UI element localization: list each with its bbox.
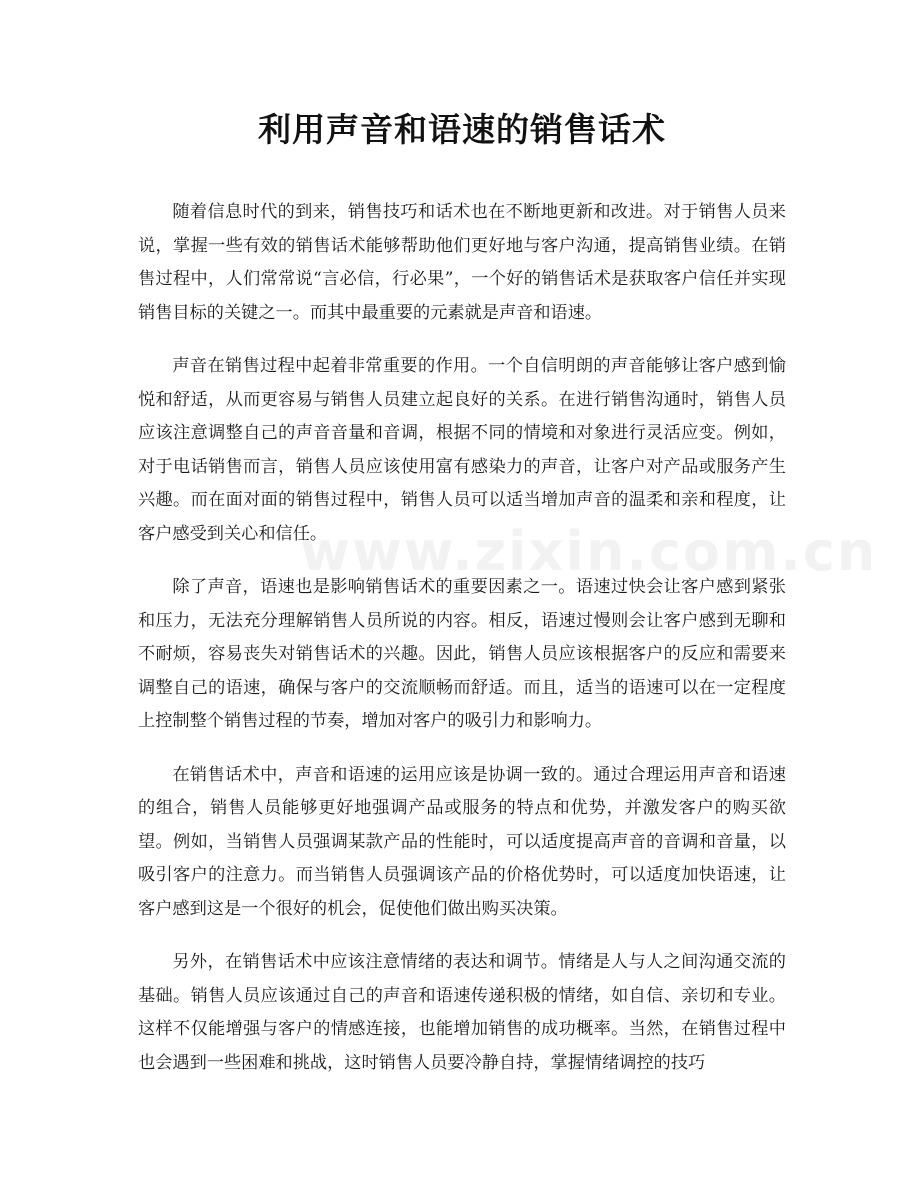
paragraph-3: 除了声音，语速也是影响销售话术的重要因素之一。语速过快会让客户感到紧张和压力，无法充分理解销售人员所说的内容。相反，语速过慢则会让客户感到无聊和不耐烦，容易丧失对销售话术的兴趣。因此，销售人员应该根据客户的反应和需要来调整自己的语速，确保与客户的交流顺畅而舒适。而且，适当的语速可以在一定程度上控制整个销售过程的节奏，增加对客户的吸引力和影响力。: [138, 577, 786, 731]
paragraph-2: 声音在销售过程中起着非常重要的作用。一个自信明朗的声音能够让客户感到愉悦和舒适，从而更容易与销售人员建立起良好的关系。在进行销售沟通时，销售人员应该注意调整自己的声音音量和音调，根据不同的情境和对象进行灵活应变。例如，对于电话销售而言，销售人员应该使用富有感染力的声音，让客户对产品或服务产生兴趣。而在面对面的销售过程中，销售人员可以适当增加声音的温柔和亲和程度，让客户感受到关心和信任。: [138, 356, 786, 544]
watermark: www.zixin.com.cn: [300, 520, 878, 583]
paragraph-5: 另外，在销售话术中应该注意情绪的表达和调节。情绪是人与人之间沟通交流的基础。销售人员应该通过自己的声音和语速传递积极的情绪，如自信、亲切和专业。这样不仅能增强与客户的情感连接，也能增加销售的成功概率。当然，在销售过程中也会遇到一些困难和挑战，这时销售人员要冷静自持，掌握情绪调控的技巧: [138, 952, 786, 1073]
paragraph-4: 在销售话术中，声音和语速的运用应该是协调一致的。通过合理运用声音和语速的组合，销售人员能够更好地强调产品或服务的特点和优势，并激发客户的购买欲望。例如，当销售人员强调某款产品的性能时，可以适度提高声音的音调和音量，以吸引客户的注意力。而当销售人员强调该产品的价格优势时，可以适度加快语速，让客户感到这是一个很好的机会，促使他们做出购买决策。: [138, 764, 786, 919]
paragraph-1: 随着信息时代的到来，销售技巧和话术也在不断地更新和改进。对于销售人员来说，掌握一些有效的销售话术能够帮助他们更好地与客户沟通，提高销售业绩。在销售过程中，人们常常说“言必信，行必果”，一个好的销售话术是获取客户信任并实现销售目标的关键之一。而其中最重要的元素就是声音和语速。: [138, 202, 786, 323]
document-title: 利用声音和语速的销售话术: [258, 110, 666, 149]
